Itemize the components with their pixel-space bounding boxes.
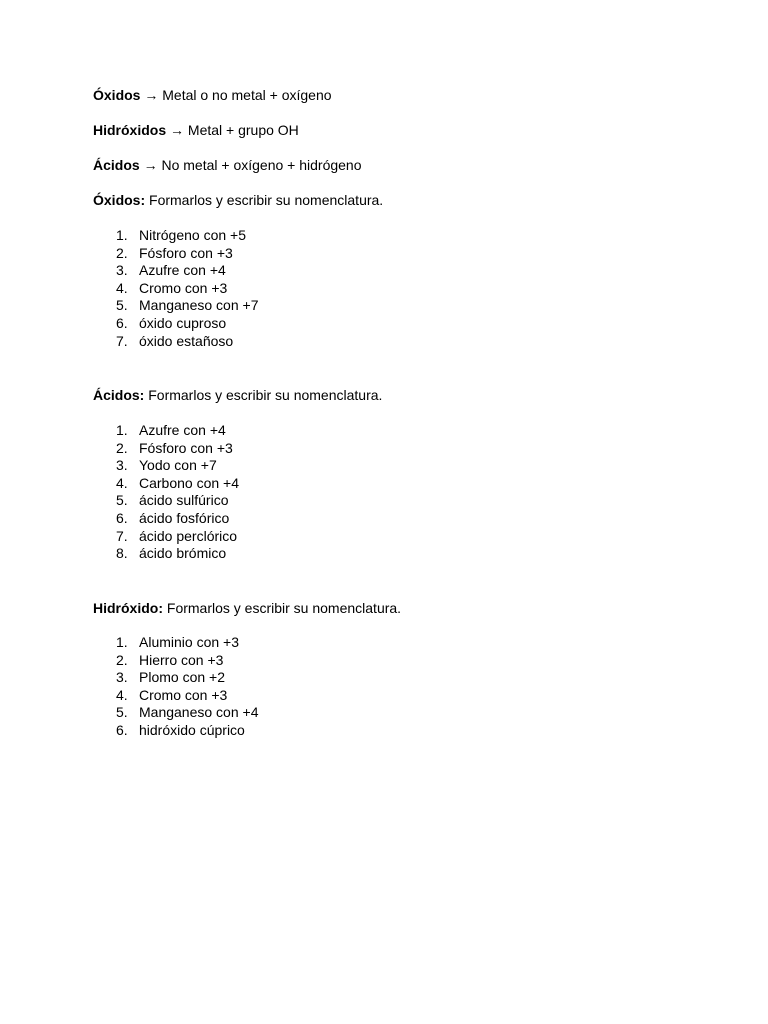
list-item-number: 5. (116, 704, 128, 721)
definition-oxidos (93, 86, 332, 104)
list-item-number: 1. (116, 422, 128, 438)
list-item-text: Aluminio con +3 (139, 634, 240, 650)
definition-hidroxidos (93, 121, 299, 139)
list-item-text: hidróxido cúprico (139, 721, 245, 738)
section-instruction: Formarlos y escribir su nomenclatura. (145, 192, 384, 208)
section-heading-term: Óxidos: (93, 192, 146, 208)
section-heading-acidos (93, 386, 382, 404)
list-item-text: Yodo con +7 (139, 457, 217, 474)
definition-term: Hidróxidos (93, 122, 167, 138)
list-item-number: 2. (116, 244, 128, 261)
list-item-number: 4. (116, 279, 128, 296)
list-item-text: Hierro con +3 (139, 651, 224, 668)
list-item-text: Cromo con +3 (139, 686, 228, 703)
list-item-text: Cromo con +3 (139, 279, 228, 296)
list-item-number: 3. (116, 457, 128, 474)
list-item-number: 5. (116, 297, 128, 314)
section-instruction: Formarlos y escribir su nomenclatura. (144, 387, 383, 403)
list-item-number: 6. (116, 509, 128, 526)
list-item-number: 4. (116, 686, 128, 703)
section-instruction: Formarlos y escribir su nomenclatura. (163, 600, 402, 616)
list-item-text: óxido estañoso (139, 332, 234, 349)
list-item-number: 6. (116, 721, 128, 738)
list-item-text: ácido brómico (139, 545, 227, 562)
list-item-text: Plomo con +2 (139, 669, 225, 686)
section-heading-term: Hidróxido: (93, 600, 163, 616)
definition-description: → Metal + grupo OH (166, 122, 299, 138)
list-item-text: Fósforo con +3 (139, 439, 233, 456)
list-item-number: 2. (116, 651, 128, 668)
list-item-text: ácido perclórico (139, 527, 238, 544)
definition-term: Óxidos (93, 87, 141, 103)
list-item-number: 5. (116, 492, 128, 509)
list-item-text: ácido sulfúrico (139, 492, 229, 509)
section-heading-hidroxido (93, 599, 401, 617)
list-item-number: 3. (116, 669, 128, 686)
list-item-number: 7. (116, 332, 128, 349)
list-item-text: Manganeso con +7 (139, 297, 259, 314)
list-item-number: 1. (116, 634, 128, 650)
list-item-text: ácido fosfórico (139, 509, 230, 526)
list-item-number: 1. (116, 227, 128, 243)
list-item-number: 2. (116, 439, 128, 456)
list-item-text: Fósforo con +3 (139, 244, 233, 261)
section-heading-oxidos (93, 191, 383, 209)
definition-description: → Metal o no metal + oxígeno (140, 87, 332, 103)
list-item-number: 4. (116, 474, 128, 491)
list-item-text: Nitrógeno con +5 (139, 227, 247, 243)
list-item-number: 3. (116, 262, 128, 279)
list-item-text: óxido cuproso (139, 314, 227, 331)
definition-description: → No metal + oxígeno + hidrógeno (139, 157, 362, 173)
list-item-text: Manganeso con +4 (139, 704, 259, 721)
list-item-text: Carbono con +4 (139, 474, 240, 491)
section-heading-term: Ácidos: (93, 387, 145, 403)
list-item-number: 8. (116, 545, 128, 562)
list-item-text: Azufre con +4 (139, 262, 226, 279)
definition-term: Ácidos (93, 157, 140, 173)
list-item-number: 7. (116, 527, 128, 544)
list-item-text: Azufre con +4 (139, 422, 226, 438)
list-item-number: 6. (116, 314, 128, 331)
definition-acidos (93, 156, 362, 174)
